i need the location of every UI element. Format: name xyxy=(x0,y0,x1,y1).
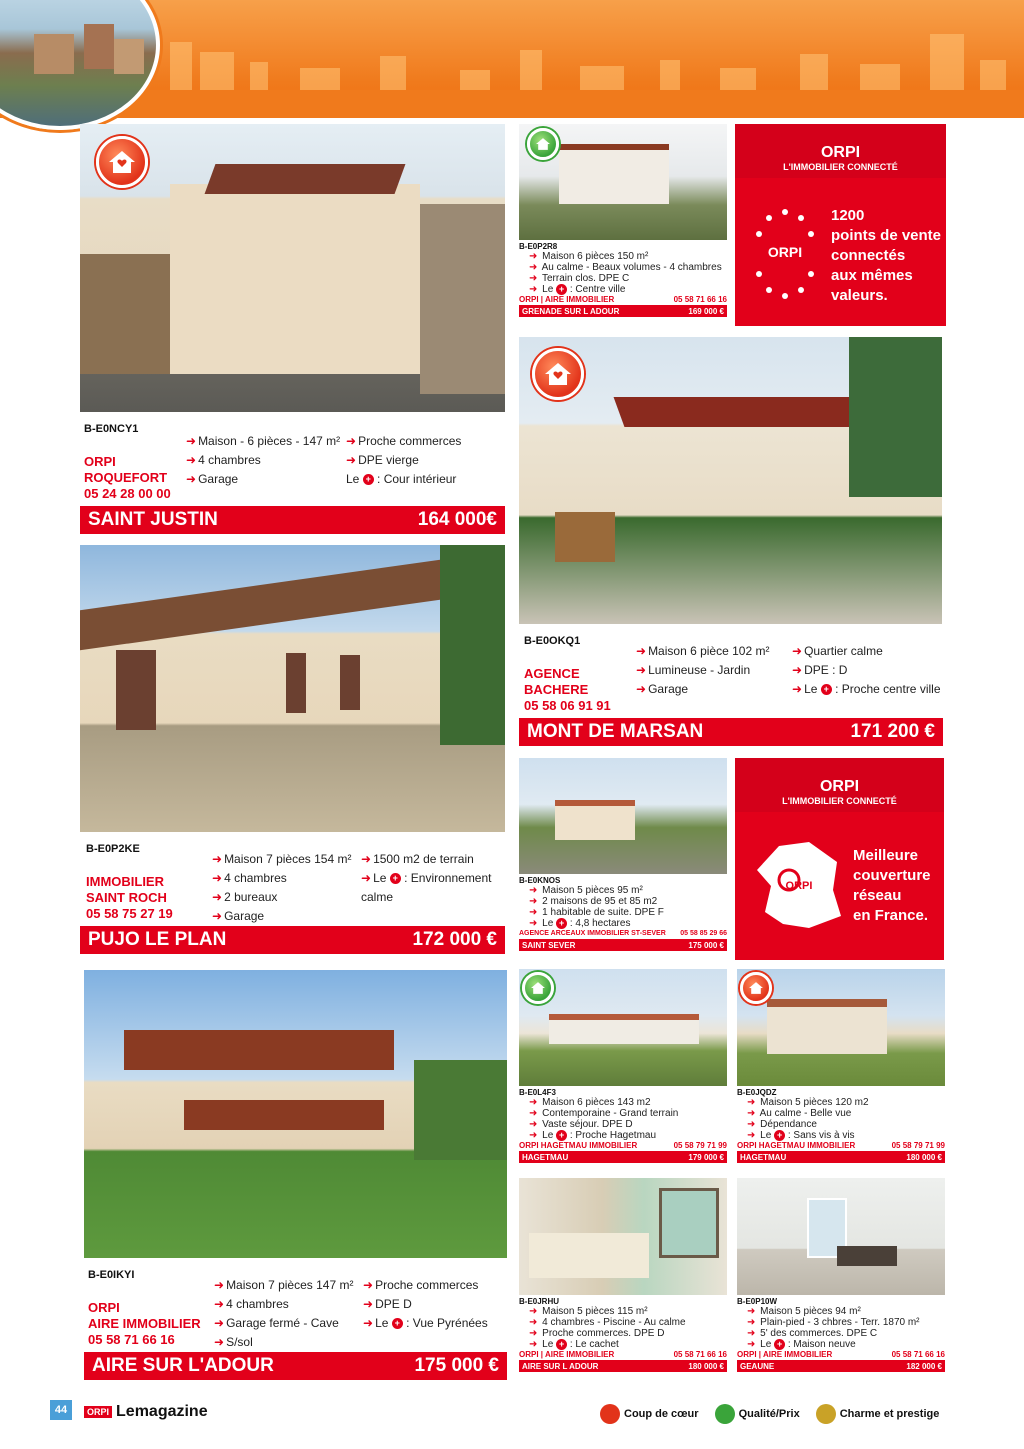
plus-icon: + xyxy=(774,1339,785,1350)
agency-line xyxy=(519,1350,727,1361)
coup-de-coeur-icon xyxy=(600,1404,620,1424)
ad-line: réseau xyxy=(853,887,902,904)
agency-name: ORPI | AIRE IMMOBILIER xyxy=(519,1350,615,1360)
listing-city: GRENADE SUR L ADOUR xyxy=(522,307,620,317)
agency-line xyxy=(519,1141,727,1152)
feature-list xyxy=(737,1097,945,1141)
arrow-icon: ➜ xyxy=(747,1328,756,1339)
header-band xyxy=(0,90,1024,118)
plus-prefix: Le xyxy=(542,1130,554,1142)
feature: 1500 m2 de terrain xyxy=(373,852,474,866)
legend-item xyxy=(600,1404,699,1424)
ad-line: Meilleure xyxy=(853,847,919,864)
agency-block xyxy=(86,874,173,922)
ad-line: points de vente xyxy=(831,227,942,244)
listing-photo xyxy=(84,970,507,1258)
plus-prefix: Le xyxy=(373,871,387,885)
feature: Garage xyxy=(198,472,239,486)
feature-list xyxy=(212,850,351,926)
feature: Quartier calme xyxy=(804,644,883,658)
arrow-icon: ➜ xyxy=(529,251,538,262)
feature: Contemporaine - Grand terrain xyxy=(542,1108,679,1119)
listing-price: 172 000 € xyxy=(412,929,497,950)
legend-label: Charme et prestige xyxy=(839,1408,940,1420)
feature: Maison 6 pièce 102 m² xyxy=(648,644,770,658)
feature: Maison 5 pièces 120 m2 xyxy=(760,1097,869,1108)
listing-city: HAGETMAU xyxy=(522,1153,569,1163)
listing-city: MONT DE MARSAN xyxy=(527,721,704,742)
feature: Proche commerces. DPE D xyxy=(542,1328,665,1339)
listing-city: AIRE SUR L ADOUR xyxy=(522,1362,599,1372)
arrow-icon: ➜ xyxy=(214,1278,225,1292)
feature: Lumineuse - Jardin xyxy=(648,663,751,677)
feature-list xyxy=(214,1276,353,1352)
listing-city: GEAUNE xyxy=(740,1362,775,1372)
plus-icon: + xyxy=(556,1130,567,1141)
arrow-icon: ➜ xyxy=(186,434,197,448)
agency-name: AIRE IMMOBILIER xyxy=(88,1316,201,1331)
feature: Proche commerces xyxy=(358,434,462,448)
listing-photo xyxy=(80,545,505,832)
arrow-icon: ➜ xyxy=(529,918,538,930)
ad-line: valeurs. xyxy=(831,287,888,304)
listing-city: PUJO LE PLAN xyxy=(88,929,227,950)
euro-sign: € xyxy=(719,307,724,317)
agency-phone: 05 58 75 27 19 xyxy=(86,906,173,921)
qualite-prix-icon xyxy=(522,972,554,1004)
arrow-icon: ➜ xyxy=(529,885,538,896)
listing-price: 180 000 xyxy=(906,1153,936,1163)
ad-line: aux mêmes xyxy=(831,267,913,284)
listing-small xyxy=(519,1297,727,1372)
agency-phone: 05 58 06 91 91 xyxy=(524,698,611,713)
feature: Maison 5 pièces 95 m² xyxy=(542,885,643,896)
listing-city: AIRE SUR L'ADOUR xyxy=(92,1355,274,1376)
arrow-icon: ➜ xyxy=(636,644,647,658)
plus-prefix: Le xyxy=(375,1316,389,1330)
arrow-icon: ➜ xyxy=(361,871,372,885)
plus-icon: + xyxy=(390,873,401,884)
agency-line xyxy=(737,1141,945,1152)
listing-price-bar xyxy=(519,718,943,746)
feature: DPE : D xyxy=(804,663,848,677)
plus-icon: + xyxy=(363,474,374,485)
arrow-icon: ➜ xyxy=(747,1339,756,1351)
listing-price-bar xyxy=(80,506,505,534)
listing-price: 175 000 € xyxy=(414,1355,499,1376)
plus-text: : Proche Hagetmau xyxy=(569,1130,657,1142)
feature: DPE vierge xyxy=(358,453,419,467)
feature: Maison 5 pièces 115 m² xyxy=(542,1306,648,1317)
listing-small xyxy=(737,1088,945,1163)
feature: 4 chambres - Piscine - Au calme xyxy=(542,1317,686,1328)
listing-city: SAINT JUSTIN xyxy=(88,509,218,530)
plus-prefix: Le xyxy=(346,472,360,486)
feature: 4 chambres xyxy=(198,453,261,467)
plus-text: : Sans vis à vis xyxy=(787,1130,855,1142)
listing-price-bar xyxy=(519,306,727,317)
agency-line xyxy=(519,295,727,306)
feature: DPE D xyxy=(375,1297,412,1311)
agency-name: SAINT ROCH xyxy=(86,890,167,905)
arrow-icon: ➜ xyxy=(529,1306,538,1317)
plus-text: : Environnement xyxy=(404,871,492,885)
arrow-icon: ➜ xyxy=(214,1335,225,1349)
listing-price: 180 000 xyxy=(688,1362,718,1372)
listing-small xyxy=(737,1297,945,1372)
feature: 2 maisons de 95 et 85 m2 xyxy=(542,896,658,907)
plus-icon: + xyxy=(821,684,832,695)
orpi-logo: ORPI xyxy=(84,1406,112,1418)
feature-list xyxy=(519,885,727,929)
arrow-icon: ➜ xyxy=(212,890,223,904)
feature: 5' des commerces. DPE C xyxy=(760,1328,878,1339)
plus-icon: + xyxy=(392,1318,403,1329)
listing-ref: B-E0KNOS xyxy=(519,876,561,885)
agency-phone: 05 58 71 66 16 xyxy=(88,1332,175,1347)
feature: Maison 7 pièces 147 m² xyxy=(226,1278,354,1292)
coup-de-coeur-icon xyxy=(96,136,148,188)
feature-list xyxy=(346,432,461,489)
arrow-icon: ➜ xyxy=(214,1297,225,1311)
listing-city: SAINT SEVER xyxy=(522,941,576,951)
listing-price-bar xyxy=(737,1361,945,1372)
agency-name: ORPI | AIRE IMMOBILIER xyxy=(737,1350,833,1360)
plus-prefix: Le xyxy=(542,918,554,930)
feature: Plain-pied - 3 chbres - Terr. 1870 m² xyxy=(760,1317,920,1328)
listing-price: 169 000 xyxy=(688,307,718,317)
ad-brand: ORPI xyxy=(735,124,946,162)
feature-list xyxy=(519,1306,727,1350)
listing-ref: B-E0JQDZ xyxy=(737,1088,777,1097)
page-number: 44 xyxy=(50,1400,72,1420)
arrow-icon: ➜ xyxy=(529,1097,538,1108)
listing-price: 171 200 € xyxy=(850,721,935,742)
plus-text: : Proche centre ville xyxy=(835,682,941,696)
listing-price-bar xyxy=(519,1152,727,1163)
qualite-prix-icon xyxy=(527,128,559,160)
arrow-icon: ➜ xyxy=(747,1097,756,1108)
euro-sign: € xyxy=(719,1362,724,1372)
feature-list xyxy=(792,642,941,699)
listing-city: HAGETMAU xyxy=(740,1153,787,1163)
feature: Garage xyxy=(224,909,265,923)
ad-text xyxy=(853,846,931,926)
ad-line: couverture xyxy=(853,867,931,884)
agency-name: ORPI | AIRE IMMOBILIER xyxy=(519,295,615,305)
arrow-icon: ➜ xyxy=(792,644,803,658)
arrow-icon: ➜ xyxy=(529,1317,538,1328)
agency-block xyxy=(524,666,611,714)
legend-label: Qualité/Prix xyxy=(738,1408,800,1420)
listing-photo xyxy=(519,758,727,874)
arrow-icon: ➜ xyxy=(361,852,372,866)
euro-sign: € xyxy=(719,1153,724,1163)
arrow-icon: ➜ xyxy=(792,663,803,677)
agency-phone: 05 58 71 66 16 xyxy=(891,1350,945,1360)
plus-text: : Le cachet xyxy=(569,1339,619,1351)
feature: S/sol xyxy=(226,1335,253,1349)
agency-phone: 05 58 85 29 66 xyxy=(680,930,727,938)
listing-price-bar xyxy=(519,1361,727,1372)
arrow-icon: ➜ xyxy=(363,1316,374,1330)
ad-logo: ORPI xyxy=(767,244,803,260)
plus-text: : Maison neuve xyxy=(787,1339,856,1351)
listing-ref: B-E0P10W xyxy=(737,1297,778,1306)
listing-small xyxy=(519,242,727,317)
agency-phone: 05 24 28 00 00 xyxy=(84,486,171,501)
feature: 4 chambres xyxy=(226,1297,289,1311)
plus-prefix: Le xyxy=(760,1130,772,1142)
ad-logo: ORPI xyxy=(785,880,813,892)
agency-phone: 05 58 71 66 16 xyxy=(673,1350,727,1360)
legend-label: Coup de cœur xyxy=(624,1408,699,1420)
arrow-icon: ➜ xyxy=(747,1108,756,1119)
magazine-title: Lemagazine xyxy=(116,1403,208,1420)
charme-prestige-icon xyxy=(816,1404,836,1424)
legend-item xyxy=(816,1404,940,1424)
arrow-icon: ➜ xyxy=(747,1306,756,1317)
feature: Maison 7 pièces 154 m² xyxy=(224,852,352,866)
arrow-icon: ➜ xyxy=(529,262,538,273)
feature: 2 bureaux xyxy=(224,890,278,904)
listing-price: 164 000€ xyxy=(417,509,497,530)
feature-list xyxy=(361,850,492,907)
feature: Dépendance xyxy=(760,1119,817,1130)
arrow-icon: ➜ xyxy=(212,871,223,885)
feature-list xyxy=(737,1306,945,1350)
arrow-icon: ➜ xyxy=(529,1119,538,1130)
plus-text: : Vue Pyrénées xyxy=(406,1316,488,1330)
plus-text: : Centre ville xyxy=(569,284,626,296)
listing-ref: B-E0P2KE xyxy=(86,843,140,855)
listing-price-bar xyxy=(84,1352,507,1380)
plus-icon: + xyxy=(556,284,567,295)
feature: Au calme - Belle vue xyxy=(759,1108,852,1119)
agency-block xyxy=(84,454,171,502)
listing-ref: B-E0JRHU xyxy=(519,1297,560,1306)
plus-text: calme xyxy=(361,890,394,904)
agency-name: BACHERE xyxy=(524,682,589,697)
ad-text xyxy=(831,206,941,306)
magazine-logo xyxy=(84,1403,208,1421)
listing-price: 175 000 xyxy=(688,941,718,951)
arrow-icon: ➜ xyxy=(747,1317,756,1328)
feature: Maison - 6 pièces - 147 m² xyxy=(198,434,341,448)
agency-phone: 05 58 79 71 99 xyxy=(891,1141,945,1151)
plus-icon: + xyxy=(556,918,567,929)
arrow-icon: ➜ xyxy=(747,1130,756,1142)
coup-de-coeur-icon xyxy=(740,972,772,1004)
arrow-icon: ➜ xyxy=(529,1130,538,1142)
orpi-advert xyxy=(735,758,944,960)
plus-prefix: Le xyxy=(542,284,554,296)
plus-prefix: Le xyxy=(804,682,818,696)
arrow-icon: ➜ xyxy=(212,909,223,923)
listing-photo xyxy=(737,1178,945,1295)
agency-name: AGENCE xyxy=(524,666,580,681)
listing-price: 182 000 xyxy=(906,1362,936,1372)
arrow-icon: ➜ xyxy=(529,1339,538,1351)
euro-sign: € xyxy=(937,1362,942,1372)
arrow-icon: ➜ xyxy=(529,284,538,296)
arrow-icon: ➜ xyxy=(529,896,538,907)
agency-block xyxy=(88,1300,201,1348)
feature: Proche commerces xyxy=(375,1278,479,1292)
plus-prefix: Le xyxy=(542,1339,554,1351)
agency-phone: 05 58 79 71 99 xyxy=(673,1141,727,1151)
feature-list xyxy=(363,1276,488,1333)
agency-name: ROQUEFORT xyxy=(84,470,168,485)
ad-line: connectés xyxy=(831,247,906,264)
feature: Maison 6 pièces 150 m² xyxy=(542,251,649,262)
coup-de-coeur-icon xyxy=(532,348,584,400)
feature: 4 chambres xyxy=(224,871,287,885)
feature: Maison 5 pièces 94 m² xyxy=(760,1306,861,1317)
legend-item xyxy=(715,1404,800,1424)
euro-sign: € xyxy=(719,941,724,951)
arrow-icon: ➜ xyxy=(214,1316,225,1330)
qualite-prix-icon xyxy=(715,1404,735,1424)
arrow-icon: ➜ xyxy=(529,273,538,284)
plus-text: : Cour intérieur xyxy=(377,472,457,486)
listing-small xyxy=(519,876,727,951)
feature: Vaste séjour. DPE D xyxy=(542,1119,633,1130)
arrow-icon: ➜ xyxy=(363,1297,374,1311)
arrow-icon: ➜ xyxy=(346,434,357,448)
arrow-icon: ➜ xyxy=(346,453,357,467)
agency-phone: 05 58 71 66 16 xyxy=(673,295,727,305)
plus-icon: + xyxy=(774,1130,785,1141)
feature: Garage fermé - Cave xyxy=(226,1316,339,1330)
listing-ref: B-E0OKQ1 xyxy=(524,635,581,647)
feature-list xyxy=(636,642,769,699)
ad-tagline: L'IMMOBILIER CONNECTÉ xyxy=(735,162,946,178)
euro-sign: € xyxy=(937,1153,942,1163)
feature: Garage xyxy=(648,682,689,696)
listing-photo xyxy=(519,1178,727,1295)
feature: Terrain clos. DPE C xyxy=(542,273,630,284)
agency-name: ORPI HAGETMAU IMMOBILIER xyxy=(737,1141,856,1151)
orpi-advert xyxy=(735,124,946,326)
feature-list xyxy=(519,251,727,295)
agency-line xyxy=(737,1350,945,1361)
arrow-icon: ➜ xyxy=(529,1328,538,1339)
agency-line xyxy=(519,929,727,940)
feature: Maison 6 pièces 143 m2 xyxy=(542,1097,651,1108)
plus-text: : 4,8 hectares xyxy=(569,918,631,930)
arrow-icon: ➜ xyxy=(636,663,647,677)
listing-ref: B-E0L4F3 xyxy=(519,1088,556,1097)
ad-tagline: L'IMMOBILIER CONNECTÉ xyxy=(735,796,944,812)
arrow-icon: ➜ xyxy=(747,1119,756,1130)
agency-name: ORPI xyxy=(88,1300,120,1315)
feature-list xyxy=(519,1097,727,1141)
plus-prefix: Le xyxy=(760,1339,772,1351)
agency-name: ORPI xyxy=(84,454,116,469)
arrow-icon: ➜ xyxy=(363,1278,374,1292)
arrow-icon: ➜ xyxy=(186,453,197,467)
feature: Au calme - Beaux volumes - 4 chambres xyxy=(541,262,722,273)
listing-ref: B-E0P2R8 xyxy=(519,242,558,251)
listing-price-bar xyxy=(737,1152,945,1163)
ad-line: 1200 xyxy=(831,207,865,224)
feature: 1 habitable de suite. DPE F xyxy=(542,907,664,918)
arrow-icon: ➜ xyxy=(636,682,647,696)
legend xyxy=(600,1404,939,1424)
feature-list xyxy=(186,432,340,489)
arrow-icon: ➜ xyxy=(792,682,803,696)
listing-price: 179 000 xyxy=(688,1153,718,1163)
listing-small xyxy=(519,1088,727,1163)
arrow-icon: ➜ xyxy=(186,472,197,486)
ad-line: en France. xyxy=(853,907,929,924)
listing-ref: B-E0NCY1 xyxy=(84,423,139,435)
listing-price-bar xyxy=(80,926,505,954)
listing-price-bar xyxy=(519,940,727,951)
plus-icon: + xyxy=(556,1339,567,1350)
arrow-icon: ➜ xyxy=(529,1108,538,1119)
agency-name: AGENCE ARCEAUX IMMOBILIER ST-SEVER xyxy=(519,930,666,938)
arrow-icon: ➜ xyxy=(212,852,223,866)
listing-ref: B-E0IKYI xyxy=(88,1269,135,1281)
ad-brand: ORPI xyxy=(735,758,944,796)
agency-name: IMMOBILIER xyxy=(86,874,164,889)
arrow-icon: ➜ xyxy=(529,907,538,918)
agency-name: ORPI HAGETMAU IMMOBILIER xyxy=(519,1141,638,1151)
